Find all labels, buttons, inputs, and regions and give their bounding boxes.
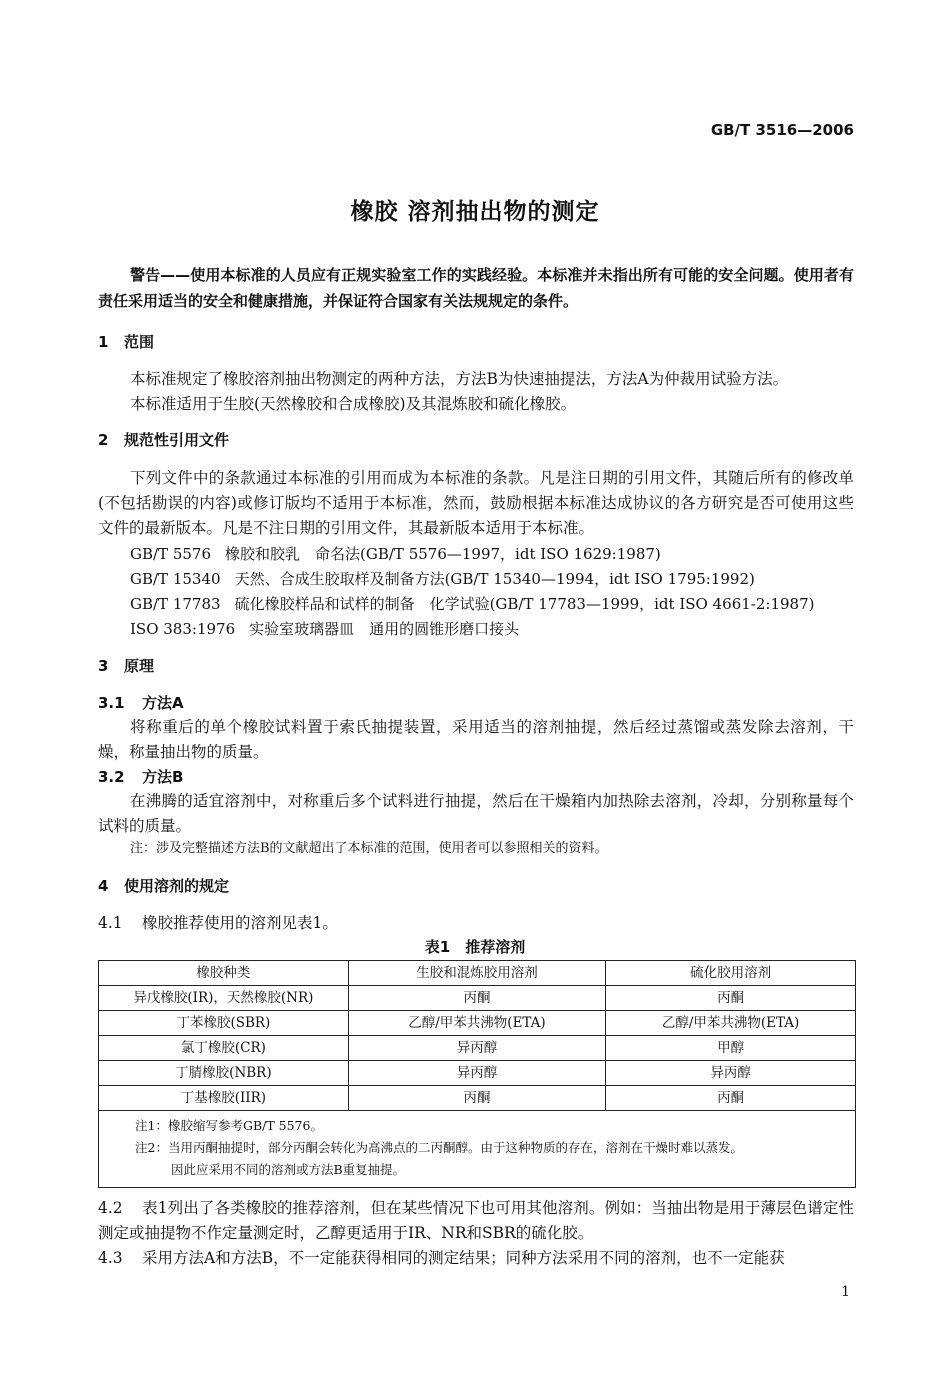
clause-number: 4.1 <box>98 914 123 932</box>
subsection-title: 方法B <box>142 768 184 786</box>
clause-4-3 <box>98 1246 854 1270</box>
table-notes-row <box>99 1111 856 1188</box>
section-title: 使用溶剂的规定 <box>124 877 230 895</box>
clause-text: 橡胶推荐使用的溶剂见表1。 <box>142 914 338 932</box>
table-notes-cell <box>99 1111 856 1188</box>
page-number: 1 <box>841 1284 850 1300</box>
table-note-2: 注2：当用丙酮抽提时，部分丙酮会转化为高沸点的二丙酮醇。由于这种物质的存在，溶剂在干燥时难以蒸发。 <box>135 1140 743 1155</box>
table-row <box>99 1086 856 1111</box>
reference-code: GB/T 17783 <box>130 595 221 613</box>
table-cell: 异丙醇 <box>606 1061 856 1086</box>
section-number: 1 <box>98 333 109 351</box>
table-cell: 异丙醇 <box>348 1036 605 1061</box>
scope-paragraph-1: 本标准规定了橡胶溶剂抽出物测定的两种方法，方法B为快速抽提法，方法A为仲裁用试验方法。 <box>130 370 789 388</box>
subsection-3-1-heading <box>98 691 854 715</box>
reference-title: 硫化橡胶样品和试样的制备 化学试验(GB/T 17783—1999，idt ISO 4661-2:1987) <box>234 595 815 613</box>
clause-4-1 <box>98 911 854 935</box>
subsection-3-2-heading <box>98 765 854 789</box>
section-title: 规范性引用文件 <box>124 431 230 449</box>
reference-title: 实验室玻璃器皿 通用的圆锥形磨口接头 <box>249 620 520 638</box>
subsection-number: 3.2 <box>98 768 125 786</box>
table-caption: 表1 推荐溶剂 <box>424 938 526 956</box>
table-cell: 丙酮 <box>348 1086 605 1111</box>
reference-title: 橡胶和胶乳 命名法(GB/T 5576—1997，idt ISO 1629:1987) <box>225 545 661 563</box>
reference-item <box>98 591 854 617</box>
column-header: 橡胶种类 <box>99 961 349 986</box>
section-4-heading <box>98 874 854 898</box>
table-cell: 丁腈橡胶(NBR) <box>99 1061 349 1086</box>
table-note-1: 注1：橡胶缩写参考GB/T 5576。 <box>135 1118 323 1133</box>
table-cell: 丁基橡胶(IIR) <box>99 1086 349 1111</box>
table-row <box>99 986 856 1011</box>
table-cell: 丙酮 <box>606 986 856 1011</box>
section-3-heading <box>98 654 854 678</box>
table-row <box>99 1061 856 1086</box>
reference-code: GB/T 15340 <box>130 570 221 588</box>
section-1-heading <box>98 330 854 354</box>
clause-text: 采用方法A和方法B，不一定能获得相同的测定结果；同种方法采用不同的溶剂，也不一定能获 <box>142 1249 785 1267</box>
table-cell: 丙酮 <box>348 986 605 1011</box>
table-row <box>99 1036 856 1061</box>
warning-paragraph: 警告——使用本标准的人员应有正规实验室工作的实践经验。本标准并未指出所有可能的安全问题。使用者有责任采用适当的安全和健康措施，并保证符合国家有关法规规定的条件。 <box>98 266 854 310</box>
method-a-paragraph: 将称重后的单个橡胶试料置于索氏抽提装置，采用适当的溶剂抽提，然后经过蒸馏或蒸发除去溶剂，干燥，称量抽出物的质量。 <box>98 718 854 761</box>
section-2-heading <box>98 428 854 452</box>
table-cell: 异丙醇 <box>348 1061 605 1086</box>
column-header: 硫化胶用溶剂 <box>606 961 856 986</box>
table-cell: 异戊橡胶(IR)，天然橡胶(NR) <box>99 986 349 1011</box>
table-header-row <box>99 961 856 986</box>
table-cell: 乙醇/甲苯共沸物(ETA) <box>606 1011 856 1036</box>
section-title: 范围 <box>124 333 155 351</box>
section-number: 4 <box>98 877 109 895</box>
reference-code: GB/T 5576 <box>130 545 212 563</box>
table-cell: 丙酮 <box>606 1086 856 1111</box>
section-title: 原理 <box>124 657 155 675</box>
reference-code: ISO 383:1976 <box>130 620 236 638</box>
table-cell: 丁苯橡胶(SBR) <box>99 1011 349 1036</box>
subsection-number: 3.1 <box>98 694 125 712</box>
reference-item <box>98 616 854 642</box>
table-cell: 甲醇 <box>606 1036 856 1061</box>
scope-paragraph-2: 本标准适用于生胶(天然橡胶和合成橡胶)及其混炼胶和硫化橡胶。 <box>130 395 577 413</box>
section-3-note: 注：涉及完整描述方法B的文献超出了本标准的范围，使用者可以参照相关的资料。 <box>130 841 608 856</box>
column-header: 生胶和混炼胶用溶剂 <box>348 961 605 986</box>
table-note-2-continued: 因此应采用不同的溶剂或方法B重复抽提。 <box>171 1162 406 1177</box>
section-number: 3 <box>98 657 109 675</box>
clause-number: 4.2 <box>98 1199 123 1217</box>
reference-item <box>98 566 854 592</box>
recommended-solvents-table <box>98 960 856 1188</box>
table-row <box>99 1011 856 1036</box>
clause-text: 表1列出了各类橡胶的推荐溶剂，但在某些情况下也可用其他溶剂。例如：当抽出物是用于薄层色谱定性测定或抽提物不作定量测定时，乙醇更适用于IR、NR和SBR的硫化胶。 <box>98 1199 854 1242</box>
reference-title: 天然、合成生胶取样及制备方法(GB/T 15340—1994，idt ISO 1795:1992) <box>234 570 755 588</box>
clause-4-2 <box>98 1196 854 1246</box>
normative-refs-paragraph: 下列文件中的条款通过本标准的引用而成为本标准的条款。凡是注日期的引用文件，其随后所有的修改单(不包括勘误的内容)或修订版均不适用于本标准，然而，鼓励根据本标准达成协议的各方研究是否可使用这些文件的最新版本。凡是不注日期的引用文件，其最新版本适用于本标准。 <box>98 469 854 537</box>
page-title: 橡胶 溶剂抽出物的测定 <box>350 199 600 225</box>
clause-number: 4.3 <box>98 1249 123 1267</box>
table-cell: 氯丁橡胶(CR) <box>99 1036 349 1061</box>
method-b-paragraph: 在沸腾的适宜溶剂中，对称重后多个试料进行抽提，然后在干燥箱内加热除去溶剂，冷却，分别称量每个试料的质量。 <box>98 792 854 835</box>
table-cell: 乙醇/甲苯共沸物(ETA) <box>348 1011 605 1036</box>
subsection-title: 方法A <box>142 694 184 712</box>
section-number: 2 <box>98 431 109 449</box>
standard-code: GB/T 3516—2006 <box>710 121 854 139</box>
reference-item <box>98 541 854 567</box>
